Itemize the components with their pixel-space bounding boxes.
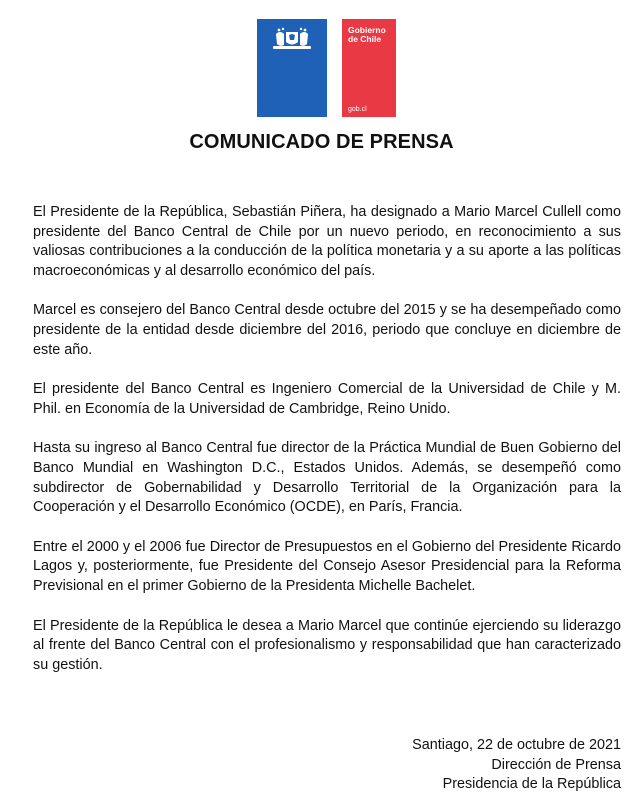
gob-logo-url: gob.cl: [348, 106, 367, 113]
signature-place-date: Santiago, 22 de octubre de 2021: [412, 737, 621, 753]
gobierno-de-chile-logo: [342, 19, 396, 117]
paragraph: El presidente del Banco Central es Ingeniero Comercial de la Universidad de Chile y M. Phil. en Economía de la Universidad de Cambridge, Reino Unido.: [33, 381, 621, 417]
gob-logo-line2: de Chile: [348, 34, 382, 44]
chile-government-shield-logo: [257, 19, 327, 117]
paragraph: Marcel es consejero del Banco Central desde octubre del 2015 y se ha desempeñado como presidente de la entidad desde diciembre del 2016, periodo que concluye en diciembre de este año.: [33, 302, 621, 358]
chile-coat-of-arms-icon: [270, 25, 314, 51]
signature-department: Dirección de Prensa: [491, 756, 621, 773]
gob-logo-title: [348, 26, 386, 44]
signature-block: [412, 736, 621, 795]
paragraph: Entre el 2000 y el 2006 fue Director de Presupuestos en el Gobierno del Presidente Ricardo Lagos y, posteriormente, fue Presidente del Consejo Asesor Presidencial para la Reforma Previsional en el primer Gobierno de la Presidenta Michelle Bachelet.: [33, 538, 621, 594]
press-release-body: [33, 203, 621, 695]
paragraph: El Presidente de la República, Sebastián Piñera, ha designado a Mario Marcel Cullell como presidente del Banco Central de Chile por un nuevo periodo, en reconocimiento a sus valiosas contribuciones a la conducción de la política monetaria y a su aporte a las políticas macroeconómicas y al desarrollo económico del país.: [33, 204, 621, 279]
paragraph: Hasta su ingreso al Banco Central fue director de la Práctica Mundial de Buen Gobierno del Banco Mundial en Washington D.C., Estados Unidos. Además, se desempeñó como subdirector de Gobernabilidad y Desarrollo Territorial de la Organización para la Cooperación y el Desarrollo Económico (OCDE), en París, Francia.: [33, 440, 621, 516]
signature-office: Presidencia de la República: [442, 776, 621, 793]
paragraph: El Presidente de la República le desea a Mario Marcel que continúe ejerciendo su liderazgo al frente del Banco Central con el profesionalismo y responsabilidad que han caracterizado su gestión.: [33, 617, 621, 673]
header-logos: [0, 19, 643, 119]
gob-logo-line1: Gobierno: [348, 25, 386, 35]
document-title: COMUNICADO DE PRENSA: [189, 131, 454, 153]
